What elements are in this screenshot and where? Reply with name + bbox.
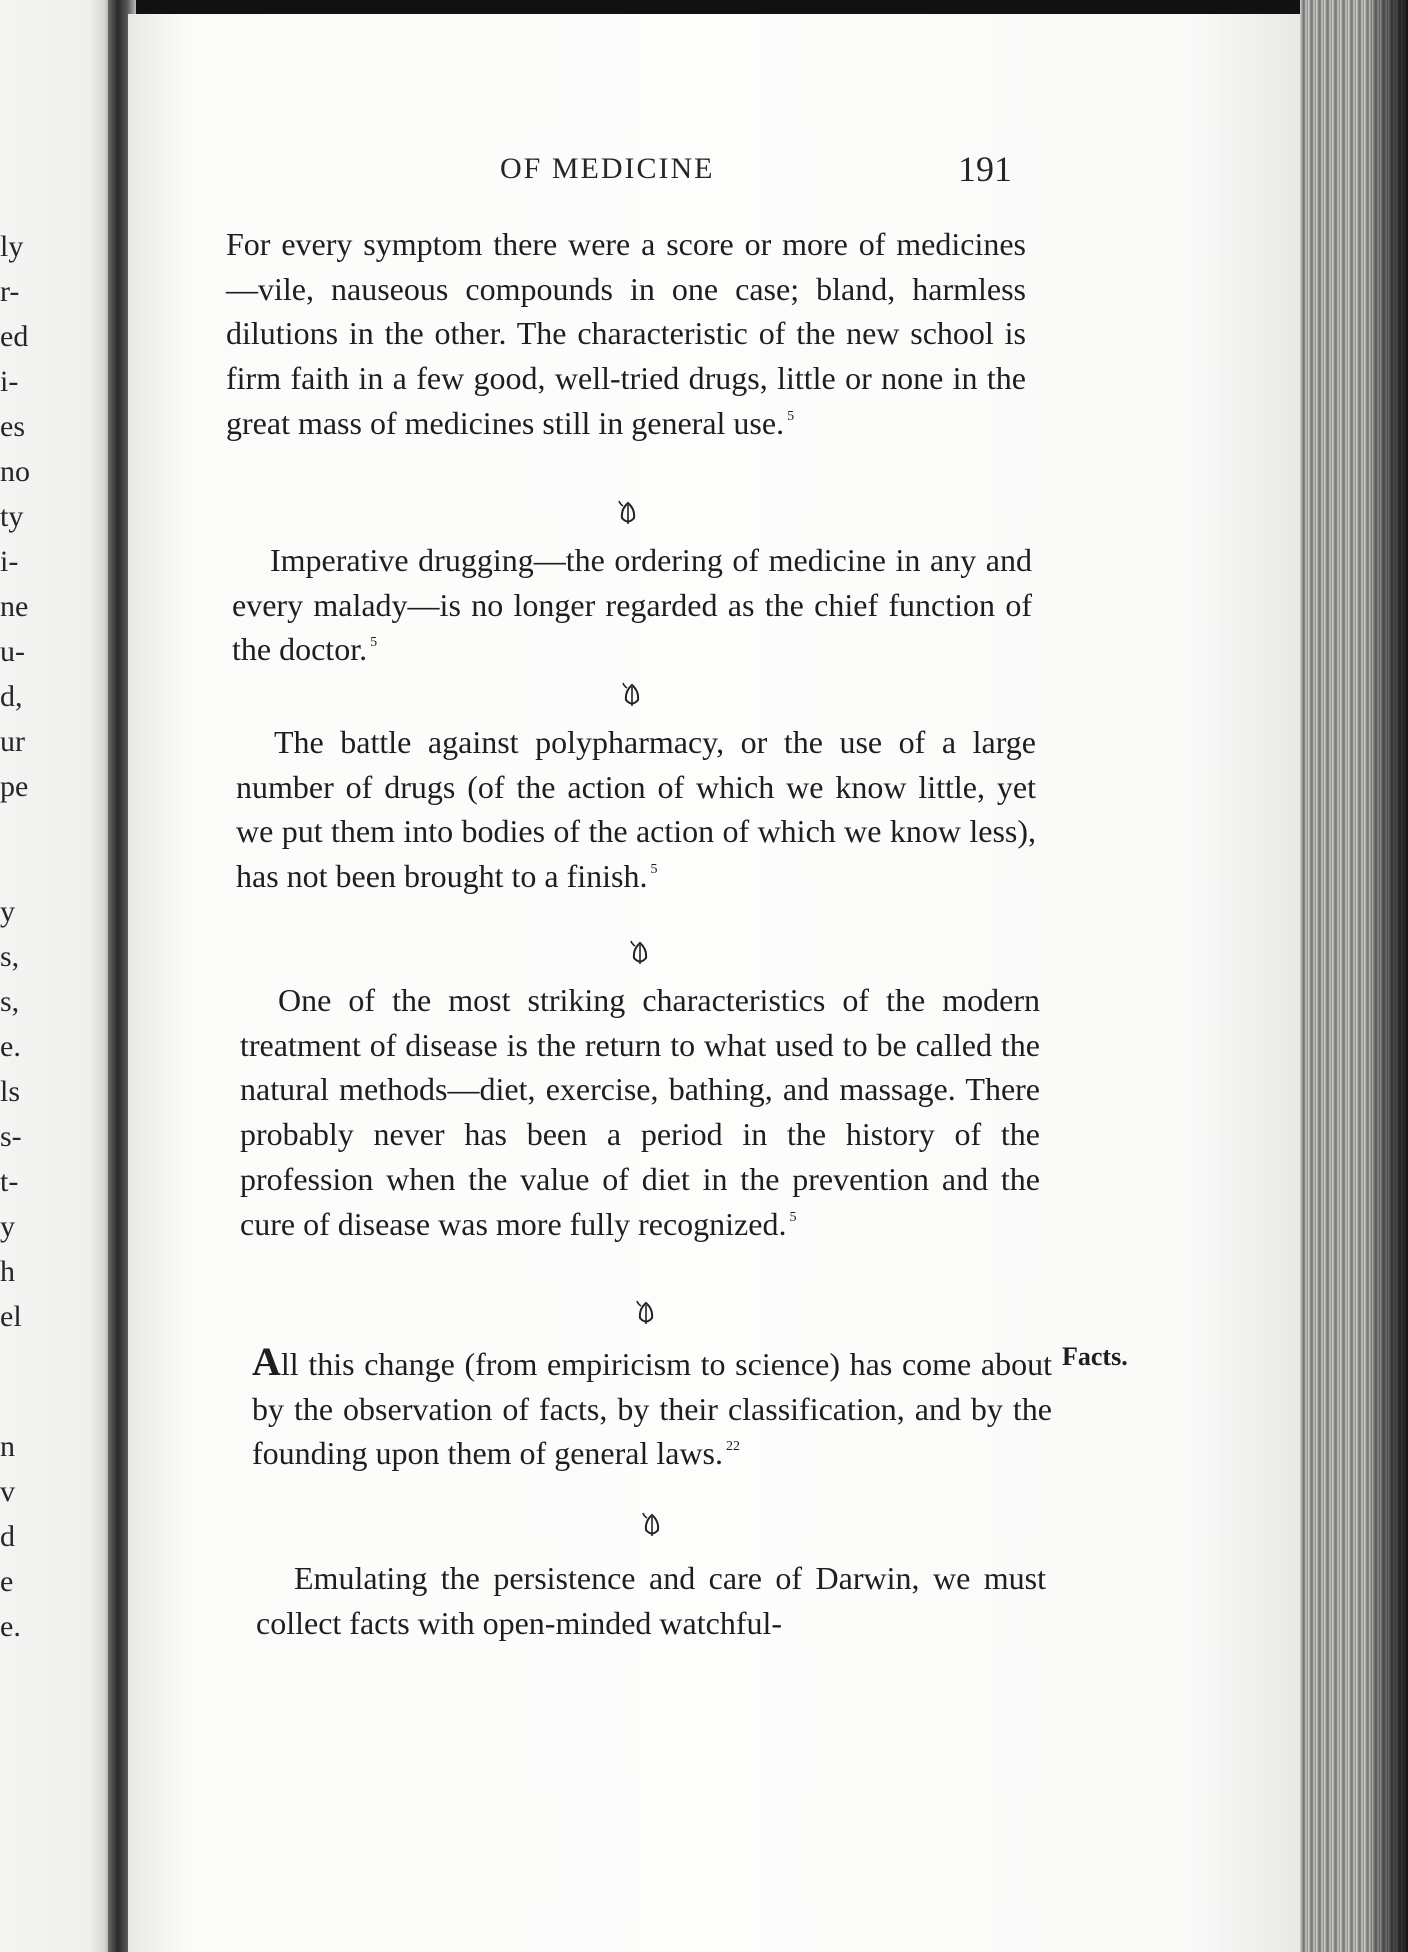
footnote-ref: 5	[787, 408, 795, 424]
left-line-fragment: ty	[0, 500, 24, 533]
left-line-fragment: u-	[0, 635, 25, 668]
leaf-ornament-icon	[640, 1512, 680, 1552]
paragraph	[256, 1556, 1046, 1645]
leaf-ornament-icon	[616, 500, 656, 540]
left-line-fragment: d	[0, 1520, 15, 1553]
left-line-fragment: h	[0, 1255, 15, 1288]
paragraph	[236, 720, 1036, 899]
leaf-ornament-icon	[628, 940, 668, 980]
left-line-fragment: pe	[0, 770, 29, 803]
left-line-fragment: r-	[0, 275, 20, 308]
left-line-fragment: i-	[0, 545, 19, 578]
running-head: OF MEDICINE	[500, 152, 715, 185]
left-line-fragment: d,	[0, 680, 23, 713]
leaf-ornament-icon	[620, 682, 660, 722]
footnote-ref: 22	[726, 1439, 740, 1455]
left-line-fragment: ly	[0, 230, 24, 263]
paragraph-text: The battle against polypharmacy, or the use of a large number of drugs (of the action of which we know little, yet we put them into bodies of the action of which we know less), has not been brought to a finish.	[236, 724, 1036, 895]
page-edge-shadow	[1370, 0, 1408, 1952]
left-line-fragment: ne	[0, 590, 29, 623]
left-line-fragment: e.	[0, 1610, 21, 1643]
leaf-ornament-icon	[634, 1300, 674, 1340]
left-line-fragment: y	[0, 1210, 15, 1243]
paragraph-text: For every symptom there were a score or more of medicines—vile, nauseous compounds in one case; bland, harmless dilutions in the other. The characteristic of the new school is firm faith in a few good, well-tried drugs, little or none in the great mass of medicines still in general use.	[226, 226, 1026, 441]
paragraph	[226, 222, 1026, 446]
left-line-fragment: e	[0, 1565, 14, 1598]
left-line-fragment: s,	[0, 940, 20, 973]
footnote-ref: 5	[789, 1209, 797, 1225]
left-line-fragment: n	[0, 1430, 15, 1463]
footnote-ref: 5	[650, 862, 658, 878]
left-line-fragment: y	[0, 895, 15, 928]
left-line-fragment: s-	[0, 1120, 22, 1153]
left-line-fragment: es	[0, 410, 25, 443]
footnote-ref: 5	[370, 635, 378, 651]
left-line-fragment: ls	[0, 1075, 21, 1108]
left-line-fragment: no	[0, 455, 30, 488]
margin-sidenote: Facts.	[1062, 1342, 1128, 1371]
left-line-fragment: ed	[0, 320, 29, 353]
paragraph-text: Imperative drugging—the ordering of medicine in any and every malady—is no longer regarded as the chief function of the doctor.	[232, 542, 1032, 668]
paragraph-text: ll this change (from empiricism to science) has come about by the observation of facts, by their classification, and by the founding upon them of general laws.	[252, 1346, 1052, 1472]
left-facing-page	[0, 0, 112, 1952]
left-line-fragment: i-	[0, 365, 19, 398]
left-line-fragment: el	[0, 1300, 22, 1333]
paragraph	[240, 978, 1040, 1246]
left-line-fragment: v	[0, 1475, 15, 1508]
paragraph	[252, 1340, 1052, 1476]
drop-cap: A	[252, 1339, 281, 1384]
left-line-fragment: ur	[0, 725, 25, 758]
paragraph	[232, 538, 1032, 672]
page-number: 191	[958, 149, 1012, 189]
left-line-fragment: t-	[0, 1165, 19, 1198]
left-line-fragment: e.	[0, 1030, 21, 1063]
paragraph-text: One of the most striking characteristics of the modern treatment of disease is the return to what used to be called the natural methods—diet, exercise, bathing, and massage. There probably never has been a period in the history of the profession when the value of diet in the prevention and the cure of disease was more fully recognized.	[240, 982, 1040, 1242]
paragraph-text: Emulating the persistence and care of Darwin, we must collect facts with open-minded watchful-	[256, 1560, 1046, 1641]
left-line-fragment: s,	[0, 985, 20, 1018]
